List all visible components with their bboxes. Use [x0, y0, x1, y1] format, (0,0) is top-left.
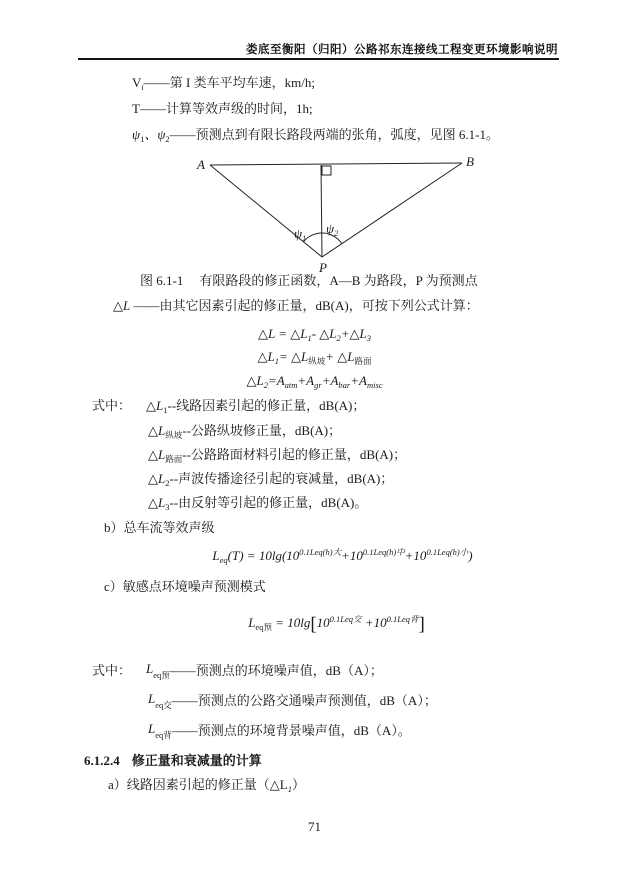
- delta-l-definition: △L ——由其它因素引起的修正量，dB(A)，可按下列公式计算：: [113, 298, 479, 313]
- page-header-title: 娄底至衡阳（归阳）公路祁东连接线工程变更环境影响说明: [246, 44, 558, 56]
- equation-leq-prediction: $L_{eq预} = 10\lg[10^{0.1Leq交} +10^{0.1Leq背}]$: [248, 614, 425, 635]
- where-clause-1-item-4: $\triangle L_3--$由反射等引起的修正量，dB(A)。: [148, 495, 368, 512]
- section-number: 6.1.2.4: [84, 753, 120, 768]
- equation-delta-l1: $\triangle L_1=$ $\triangle L_{纵坡}+$ $\triangle L_{路面}$: [257, 349, 372, 366]
- perpendicular-line: [321, 165, 322, 257]
- where-clause-2-item-1: $L_{eq交}——$预测点的公路交通噪声预测值，dB（A）；: [148, 691, 437, 710]
- where-label: 式中：: [92, 663, 132, 678]
- where-label: 式中：: [92, 398, 132, 413]
- page-number: 71: [308, 819, 321, 834]
- equation-delta-l2: $\triangle L_2=A_{atm}+A_{gr}+A_{bar}+A_{misc}$: [246, 373, 383, 390]
- figure-caption-text: 有限路段的修正函数，A—B 为路段，P 为预测点: [199, 273, 478, 288]
- symbol-psi2: 、ψ: [144, 127, 166, 142]
- section-title: 修正量和衰减量的计算: [131, 753, 262, 768]
- right-angle-mark: [322, 166, 331, 175]
- where-clause-1-item-2: $\triangle L_{路面}--$公路路面材料引起的修正量，dB(A)；: [148, 447, 407, 464]
- vertex-label-P: P: [319, 260, 327, 275]
- symbol-t: T: [132, 101, 140, 116]
- figure-number: 图 6.1-1: [140, 273, 184, 288]
- definition-t: T——计算等效声级的时间，1h;: [132, 101, 313, 116]
- section-b-heading: b）总车流等效声级: [104, 520, 215, 535]
- symbol-psi1: ψ: [132, 127, 141, 142]
- equation-delta-l-total: △L = $\triangle L_1-$ $\triangle L_2+\triangle L_3$: [257, 326, 372, 343]
- symbol-delta-l: △L: [113, 298, 131, 313]
- right-bracket: ]: [418, 614, 425, 635]
- definition-psi: $\psi_1$、$\psi_2——$预测点到有限长路段两端的张角，弧度，见图 6.1-1。: [132, 127, 499, 144]
- symbol-v: V: [132, 75, 142, 90]
- where-clause-2-item-0: 式中： $L_{eq预}——$预测点的环境噪声值，dB（A）；: [92, 661, 383, 680]
- where-clause-1-item-1: $\triangle L_{纵坡}--$公路纵坡修正量，dB(A)；: [148, 423, 342, 440]
- vertex-label-A: A: [197, 157, 205, 172]
- section-6124-heading: [84, 754, 262, 769]
- section-c-heading: c）敏感点环境噪声预测模式: [104, 579, 266, 594]
- header-rule: [78, 58, 559, 60]
- angle-label-psi1: $\psi_1$: [294, 226, 307, 243]
- figure-caption: [140, 274, 478, 289]
- line-PB: [322, 163, 462, 257]
- where-clause-2-item-2: $L_{eq背}——$预测点的环境背景噪声值，dB（A）。: [148, 721, 411, 740]
- where-clause-1-item-0: 式中： $\triangle L_1--$线路因素引起的修正量，dB(A)；: [92, 398, 366, 415]
- where-clause-1-item-3: $\triangle L_2--$声波传播途径引起的衰减量，dB(A)；: [148, 471, 394, 488]
- figure-diagram-finite-road-segment: [190, 152, 480, 276]
- vertex-label-B: B: [466, 154, 474, 169]
- item-a-line: a）线路因素引起的修正量$(\triangle L_1)$: [108, 777, 305, 794]
- line-PA: [210, 165, 322, 257]
- equation-leq-t: $L_{eq}(T) = 10\lg(10^{0.1Leq(h)大}+10^{0.1Leq(h)中}+10^{0.1Leq(h)小})$: [212, 547, 473, 565]
- angle-label-psi2: $\psi_2$: [326, 221, 339, 238]
- left-bracket: [: [310, 614, 317, 635]
- definition-v: $V_i——$第 I 类车平均车速，km/h;: [132, 75, 315, 92]
- segment-AB-line: [210, 163, 462, 165]
